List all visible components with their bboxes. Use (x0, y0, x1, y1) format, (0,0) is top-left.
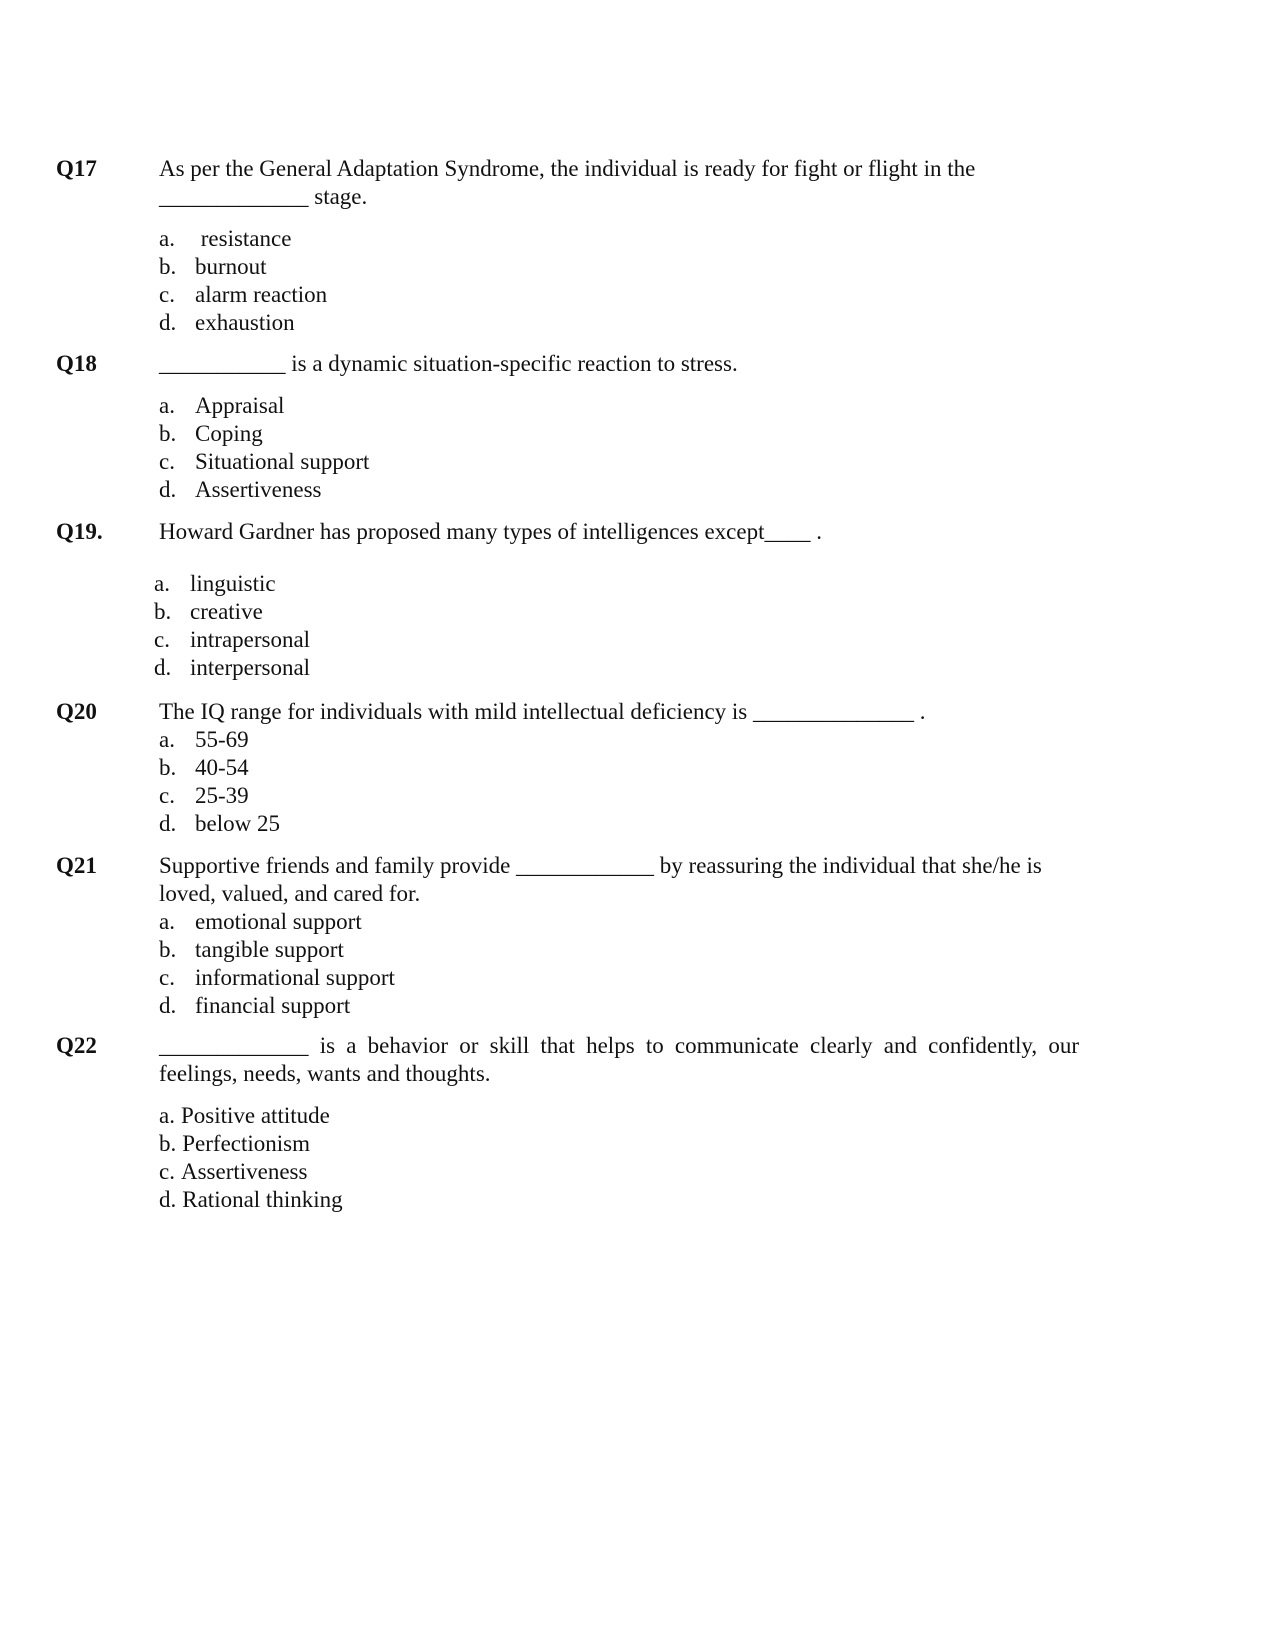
option-c[interactable]: c. alarm reaction (159, 282, 328, 307)
option-b[interactable]: b. creative (154, 599, 263, 624)
question-text: ___________ is a dynamic situation-specific reaction to stress. (159, 351, 738, 376)
question-text: The IQ range for individuals with mild intellectual deficiency is ______________ . (159, 699, 926, 724)
option-c[interactable]: c. Situational support (159, 449, 370, 474)
option-a[interactable]: a. Appraisal (159, 393, 285, 418)
option-list (159, 1102, 1129, 1214)
option-b[interactable]: b. Perfectionism (159, 1131, 310, 1156)
question-q22 (56, 1032, 1136, 1214)
question-number: Q22 (56, 1033, 97, 1058)
question-number: Q20 (56, 699, 97, 724)
option-d[interactable]: d. below 25 (159, 811, 280, 836)
question-text: Howard Gardner has proposed many types of intelligences except____ . (159, 519, 822, 544)
option-a[interactable]: a. Positive attitude (159, 1103, 330, 1128)
option-c[interactable]: c. informational support (159, 965, 395, 990)
question-number: Q19. (56, 519, 103, 544)
question-text: _____________ is a behavior or skill that helps to communicate clearly and confidently, our feelings, needs, wants and thoughts. (159, 1033, 1079, 1086)
question-q18 (56, 350, 1136, 504)
option-c[interactable]: c. Assertiveness (159, 1159, 308, 1184)
question-text: As per the General Adaptation Syndrome, the individual is ready for fight or flight in the _____________ stage. (159, 156, 976, 209)
question-number: Q18 (56, 351, 97, 376)
option-b[interactable]: b. tangible support (159, 937, 344, 962)
option-d[interactable]: d. Rational thinking (159, 1187, 343, 1212)
option-d[interactable]: d. financial support (159, 993, 351, 1018)
option-list (159, 726, 1129, 838)
option-d[interactable]: d. interpersonal (154, 655, 311, 680)
option-c[interactable]: c. 25-39 (159, 783, 249, 808)
question-number: Q21 (56, 853, 97, 878)
option-a[interactable]: a. emotional support (159, 909, 362, 934)
option-b[interactable]: b. burnout (159, 254, 267, 279)
question-q21 (56, 852, 1136, 1020)
option-d[interactable]: d. Assertiveness (159, 477, 322, 502)
option-b[interactable]: b. 40-54 (159, 755, 249, 780)
option-list (154, 570, 1129, 682)
option-list (159, 225, 1129, 337)
option-a[interactable]: a. resistance (159, 226, 292, 251)
question-q19 (56, 518, 1136, 682)
option-list (159, 392, 1129, 504)
question-q17 (56, 155, 1136, 337)
option-list (159, 908, 1129, 1020)
question-number: Q17 (56, 156, 97, 181)
option-a[interactable]: a. linguistic (154, 571, 276, 596)
option-a[interactable]: a. 55-69 (159, 727, 249, 752)
question-text: Supportive friends and family provide ____________ by reassuring the individual that she/he is loved, valued, and cared for. (159, 853, 1042, 906)
option-c[interactable]: c. intrapersonal (154, 627, 311, 652)
option-b[interactable]: b. Coping (159, 421, 263, 446)
option-d[interactable]: d. exhaustion (159, 310, 295, 335)
question-q20 (56, 698, 1136, 838)
